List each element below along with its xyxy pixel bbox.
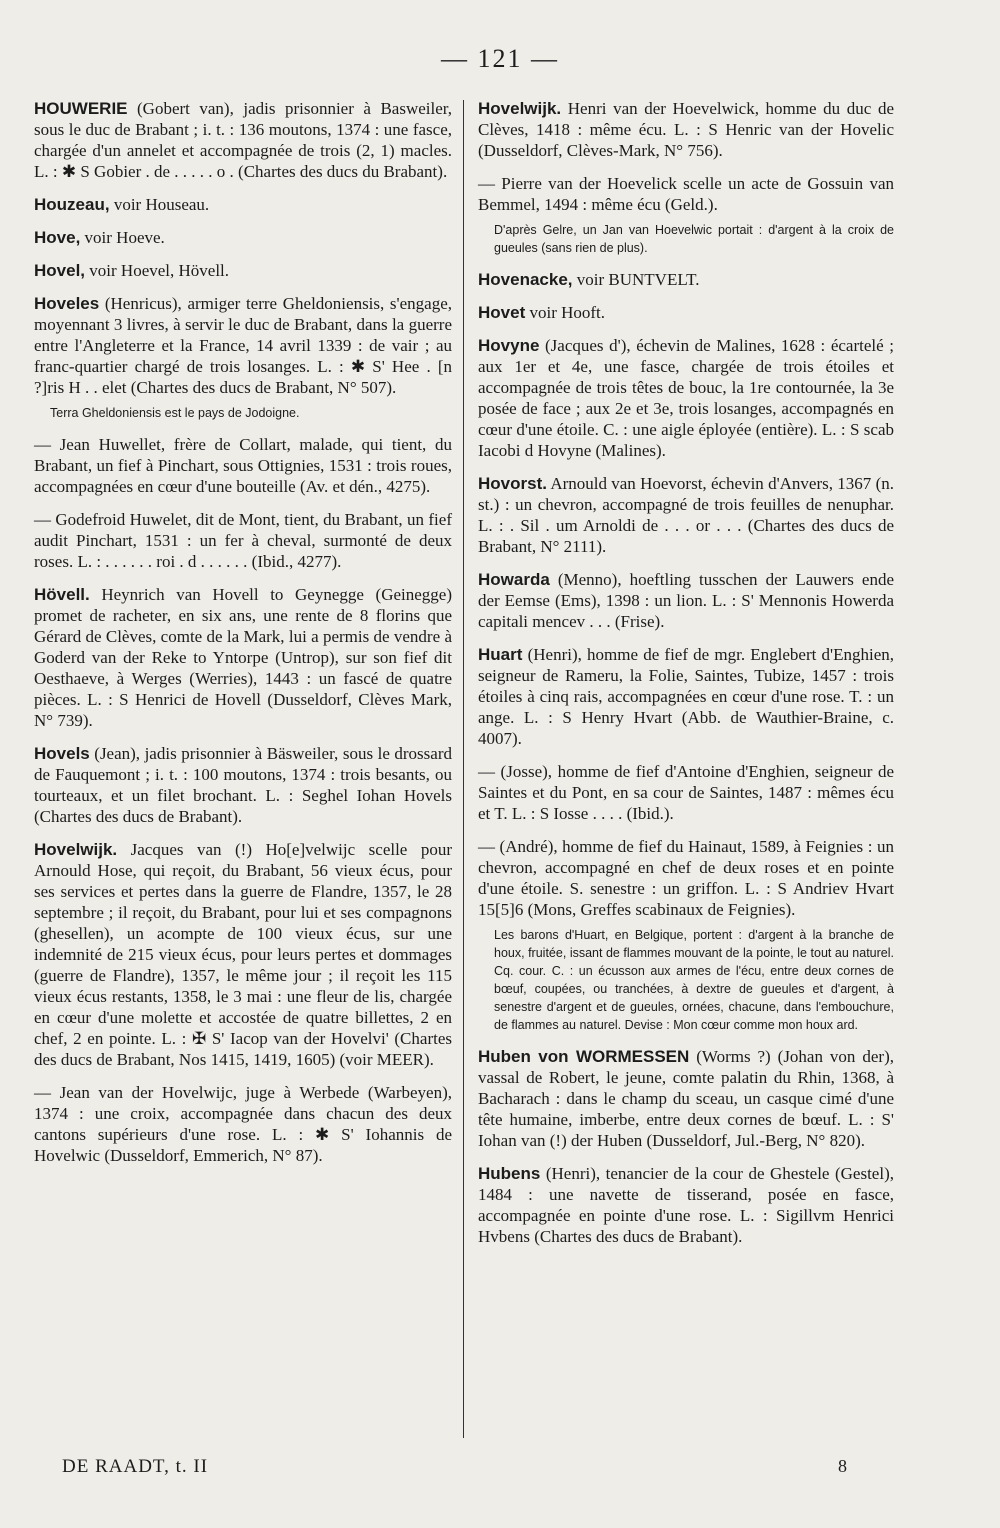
- entry-continuation: — Jean van der Hovelwijc, juge à Werbede (Warbeyen), 1374 : une croix, accompagnée dans chacun des deux cantons supérieurs d'une rose. L. : ✱ S' Iohannis de Hovelwic (Dusseldorf, Emmerich, N° 87).: [34, 1083, 452, 1165]
- entry-text: (Henricus), armiger terre Gheldoniensis, s'engage, moyennant 3 livres, à servir le duc de Brabant, dans la guerre entre l'Angleterre et la France, 14 avril 1339 : de vair ; au franc-quartier chargé de trois losanges. L. : ✱ S' Hee . [n ?]ris H . . elet (Chartes des ducs de Brabant, N° 507).: [34, 294, 452, 397]
- entry-headword: Howarda: [478, 570, 550, 589]
- entry-text: voir Houseau.: [109, 195, 210, 214]
- entry-continuation: — Godefroid Huwelet, dit de Mont, tient, du Brabant, un fief audit Pinchart, 1531 : un fer à cheval, surmonté de deux roses. L. : . . . . . . roi . d . . . . . . (Ibid., 4277).: [34, 510, 452, 571]
- entry-continuation: — Jean Huwellet, frère de Collart, malade, qui tient, du Brabant, un fief à Pinchart, sous Ottignies, 1531 : trois roues, accompagnées en cœur d'une bouteille (Av. et dén., 4275).: [34, 435, 452, 496]
- dictionary-entry: [34, 98, 452, 182]
- entry-headword: HOUWERIE: [34, 99, 128, 118]
- entry-headword: Hovelwijk.: [34, 840, 118, 859]
- footer-signature: DE RAADT, t. II: [62, 1456, 209, 1477]
- entry-headword: Hovenacke,: [478, 270, 573, 289]
- entry-headword: Hovet: [478, 303, 526, 322]
- entry-text: Henri van der Hoevelwick, homme du duc de Clèves, 1418 : même écu. L. : S Henric van der Hovelic (Dusseldorf, Clèves-Mark, N° 756).: [478, 99, 894, 160]
- entry-text: voir Hoeve.: [80, 228, 165, 247]
- dictionary-entry: [34, 839, 452, 1070]
- entry-headword: Hovels: [34, 744, 90, 763]
- entry-continuation: — (Josse), homme de fief d'Antoine d'Enghien, seigneur de Saintes et du Pont, en sa cour de Saintes, 1487 : mêmes écu et T. L. : S Iosse . . . . (Ibid.).: [478, 762, 894, 823]
- dictionary-entry: [34, 293, 452, 398]
- entry-headword: Hubens: [478, 1164, 541, 1183]
- dictionary-entry: [478, 473, 894, 557]
- dictionary-entry: [478, 269, 894, 290]
- dictionary-entry: [478, 644, 894, 749]
- column-divider: [463, 100, 464, 1438]
- footer-signature-number: 8: [838, 1456, 847, 1476]
- entry-headword: Hove,: [34, 228, 81, 247]
- entry-headword: Houzeau,: [34, 195, 110, 214]
- dictionary-entry: [478, 1163, 894, 1247]
- entry-text: voir BUNTVELT.: [572, 270, 700, 289]
- entry-text: (Henri), homme de fief de mgr. Englebert d'Enghien, seigneur de Rameru, la Folie, Saintes, Tubize, 1457 : trois étoiles à cinq rais, accompagnées en cœur d'une rose. T. : un ange. L. : S Henry Hvart (Abb. de Wauthier-Braine, c. 4007).: [478, 645, 894, 748]
- entry-headword: Huart: [478, 645, 523, 664]
- entry-headword: Hovelwijk.: [478, 99, 562, 118]
- entry-headword: Hovorst.: [478, 474, 547, 493]
- right-column: [478, 98, 894, 1259]
- entry-text: (Jean), jadis prisonnier à Bäsweiler, sous le drossard de Fauquemont ; i. t. : 100 moutons, 1374 : trois besants, ou tourteaux, et un filet brochant. L. : Seghel Iohan Hovels (Chartes des ducs de Brabant).: [34, 744, 452, 826]
- entry-text: (Henri), tenancier de la cour de Ghestele (Gestel), 1484 : une navette de tisserand, posée en fasce, accompagnée en pointe d'une rose. L. : Sigillvm Henrici Hvbens (Chartes des ducs de Brabant).: [478, 1164, 894, 1246]
- entry-note: Terra Gheldoniensis est le pays de Jodoigne.: [50, 406, 300, 420]
- entry-text: (Jacques d'), échevin de Malines, 1628 : écartelé ; aux 1er et 4e, une fasce, chargée de trois étoiles et accompagnée de trois têtes de bouc, la 1re contournée, la 3e posée de face ; aux 2e et 3e, trois losanges, accompagnés en cœur d'une étoile. C. : une aigle éployée (entière). L. : S scab Iacobi d Hovyne (Malines).: [478, 336, 894, 460]
- page-number: — 121 —: [441, 44, 559, 73]
- entry-text: voir Hoevel, Hövell.: [85, 261, 230, 280]
- dictionary-entry: [34, 260, 452, 281]
- entry-headword: Huben von WORMESSEN: [478, 1047, 690, 1066]
- left-column: [34, 98, 452, 1178]
- entry-headword: Hovyne: [478, 336, 540, 355]
- entry-continuation: — Pierre van der Hoevelick scelle un acte de Gossuin van Bemmel, 1494 : même écu (Geld.).: [478, 174, 894, 214]
- entry-headword: Hovel,: [34, 261, 86, 280]
- entry-text: Arnould van Hoevorst, échevin d'Anvers, 1367 (n. st.) : un chevron, accompagné de trois feuilles de nenuphar. L. : . Sil . um Arnoldi de . . . or . . . (Chartes des ducs de Brabant, N° 2111).: [478, 474, 894, 556]
- entry-headword: Hoveles: [34, 294, 100, 313]
- entry-text: (Menno), hoeftling tusschen der Lauwers ende der Eemse (Ems), 1398 : un lion. L. : S' Mennonis Howerda capitali mencev . . . (Frise).: [478, 570, 894, 631]
- entry-text: Jacques van (!) Ho[e]velwijc scelle pour Arnould Hose, qui reçoit, du Brabant, 56 vieux écus, pour ses services et pertes dans la guerre de Flandre, 1357, le 28 septembre ; il reçoit, du Brabant, pour lui et ses compagnons (ghesellen), un acompte de 100 vieux écus, sur une indemnité de 215 vieux écus, pour leurs pertes et dommages (guerre de Flandre), 1357, le même jour ; il reçoit les 115 vieux écus restants, 1358, le 3 mai : une fleur de lis, chargée en cœur d'une molette et accostée de quatre billettes, 2 en chef, 2 en pointe. L. : ✠ S' Iacop van der Hovelvi' (Chartes des ducs de Brabant, Nos 1415, 1419, 1605) (voir MEER).: [34, 840, 452, 1069]
- dictionary-entry: [478, 1046, 894, 1151]
- entry-continuation: — (André), homme de fief du Hainaut, 1589, à Feignies : un chevron, accompagné en chef de deux roses et en pointe d'une étoile. S. senestre : un griffon. L. : S Andriev Hvart 15[5]6 (Mons, Greffes scabinaux de Feignies).: [478, 837, 894, 919]
- dictionary-entry: [478, 569, 894, 632]
- entry-text: (Worms ?) (Johan von der), vassal de Robert, le jeune, comte palatin du Rhin, 1368, à Bacharach : dans le champ du sceau, un casque cimé d'une tête humaine, imberbe, entre deux cornes de bœuf. L. : S' Iohan van (!) der Huben (Dusseldorf, Jul.-Berg, N° 820).: [478, 1047, 894, 1150]
- dictionary-entry: [34, 194, 452, 215]
- dictionary-entry: [478, 335, 894, 461]
- entry-headword: Hövell.: [34, 585, 90, 604]
- dictionary-entry: [34, 743, 452, 827]
- dictionary-entry: [478, 98, 894, 161]
- dictionary-entry: [34, 227, 452, 248]
- entry-text: Heynrich van Hovell to Geynegge (Geinegge) promet de racheter, en six ans, une rente de 8 florins que Gérard de Clèves, comte de la Mark, lui a permis de vendre à Goderd van der Reke to Yntorpe (Untrop), sur son fief dit Oesthaeve, à Werges (Werries), 1443 : un fascé de quatre pièces. L. : S Henrici de Hovell (Dusseldorf, Clèves Mark, N° 739).: [34, 585, 452, 730]
- entry-text: voir Hooft.: [525, 303, 606, 322]
- entry-note: D'après Gelre, un Jan van Hoevelwic portait : d'argent à la croix de gueules (sans rien de plus).: [494, 223, 894, 255]
- dictionary-entry: [478, 302, 894, 323]
- dictionary-entry: [34, 584, 452, 731]
- entry-text: (Gobert van), jadis prisonnier à Basweiler, sous le duc de Brabant ; i. t. : 136 moutons, 1374 : une fasce, chargée d'un annelet et accompagnée de trois (2, 1) macles. L. : ✱ S Gobier . de . . . . . o . (Chartes des ducs du Brabant).: [34, 99, 452, 181]
- entry-note: Les barons d'Huart, en Belgique, portent : d'argent à la branche de houx, fruitée, issant de flammes mouvant de la pointe, le tout au naturel. Cq. cour. C. : un écusson aux armes de l'écu, entre deux cornes de bœuf, coupées, ou tranchées, à dextre de gueules et d'argent, à senestre d'argent et de gueules, ornées, chacune, dans l'embouchure, de flammes au naturel. Devise : Mon cœur comme mon houx ard.: [494, 928, 894, 1032]
